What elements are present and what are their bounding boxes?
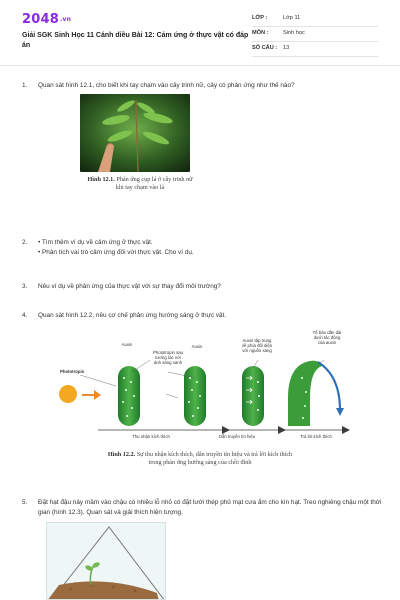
site-logo[interactable] <box>22 12 71 27</box>
label-line: Auxin tập trung <box>242 338 272 343</box>
meta-key: MÔN : <box>252 30 269 36</box>
light-arrow-icon <box>82 390 101 400</box>
caption-line: khi tay chạm vào lá <box>115 184 165 191</box>
diagram-label <box>146 350 190 366</box>
question-text: Đặt hạt đậu nảy mầm vào chậu có nhiều lỗ nhỏ có đặt lưới thép phủ mạt cưa ẩm cho kín hạt. Treo nghiêng chậu một thời gian (hình 12.3). Quan sát và giải thích hiện tượng. <box>38 499 382 516</box>
figure-2-caption <box>50 451 350 467</box>
label-line: Tế bào dãn dài <box>312 330 342 335</box>
label-line: dưới tác động <box>313 335 341 341</box>
question-text: Nêu ví dụ về phản ứng của thực vật với sự thay đổi môi trường? <box>38 283 221 290</box>
diagram-label <box>302 330 352 346</box>
diagram-label: Auxin <box>121 342 133 347</box>
question-number: 4. <box>22 312 28 319</box>
bean-sprout-figure <box>46 522 166 600</box>
meta-value: 13 <box>283 45 290 51</box>
figure-1-caption <box>60 176 220 192</box>
figure-label: Hình 12.1. <box>87 176 115 183</box>
meta-row-count <box>252 42 378 57</box>
question-number: 5. <box>22 499 28 506</box>
figure-label: Hình 12.2. <box>107 451 136 458</box>
question-text: Quan sát hình 12.1, cho biết khi tay chạm vào cây trinh nữ, cây có phản ứng như thế nào? <box>38 82 295 89</box>
diagram-label <box>232 338 282 354</box>
caption-line: Phản ứng cụp lá ở cây trinh nữ <box>116 176 193 183</box>
diagram-label: Phototropin <box>60 369 85 374</box>
mimosa-leaf-image <box>80 94 190 172</box>
meta-value: Sinh học <box>283 30 305 36</box>
logo-main: 2048 <box>22 12 59 27</box>
label-line: của auxin <box>317 340 337 346</box>
diagram-label: Auxin <box>191 344 203 349</box>
meta-key: LỚP : <box>252 15 268 21</box>
question-number: 2. <box>22 239 28 246</box>
phototropism-drawing <box>56 338 356 448</box>
question-text: Quan sát hình 12.2, nêu cơ chế phản ứng hướng sáng ở thực vật. <box>38 312 227 319</box>
label-line: với nguồn sáng <box>242 348 272 354</box>
meta-value: Lớp 11 <box>283 15 301 21</box>
label-line: tương tác với <box>155 355 181 361</box>
caption-line: Sự thu nhận kích thích, dẫn truyền tín hiệu và trả lời kích thích <box>136 451 293 458</box>
sun-icon <box>59 385 77 403</box>
phototropism-diagram <box>56 330 356 448</box>
question-text-line: • Phân tích vai trò cảm ứng đối với thực vật. Cho ví dụ. <box>38 249 194 256</box>
question-number: 1. <box>22 82 28 89</box>
step-label: Thu nhận kích thích <box>132 434 170 439</box>
tilted-pot-image <box>47 523 166 600</box>
meta-table <box>252 12 378 57</box>
step-label: Dẫn truyền tín hiệu <box>218 434 256 439</box>
meta-row-subject <box>252 27 378 42</box>
page-title: Giải SGK Sinh Học 11 Cánh diều Bài 12: Cảm ứng ở thực vật có đáp án <box>22 32 249 49</box>
page-header <box>0 0 400 66</box>
label-line: về phía đối diện <box>241 343 273 349</box>
caption-line: trong phản ứng hướng sáng của chồi đỉnh <box>148 459 252 466</box>
question-text-line: • Tìm thêm ví dụ về cảm ứng ở thực vật. <box>38 239 153 246</box>
mimosa-photo <box>80 94 190 172</box>
question-number: 3. <box>22 283 28 290</box>
logo-tld: .vn <box>59 16 72 23</box>
meta-key: SỐ CÂU : <box>252 45 278 51</box>
meta-row-class <box>252 12 378 27</box>
label-line: Phototropin sau <box>152 350 184 355</box>
step-label: Trả lời kích thích <box>300 434 332 439</box>
label-line: ánh sáng xanh <box>153 360 183 366</box>
